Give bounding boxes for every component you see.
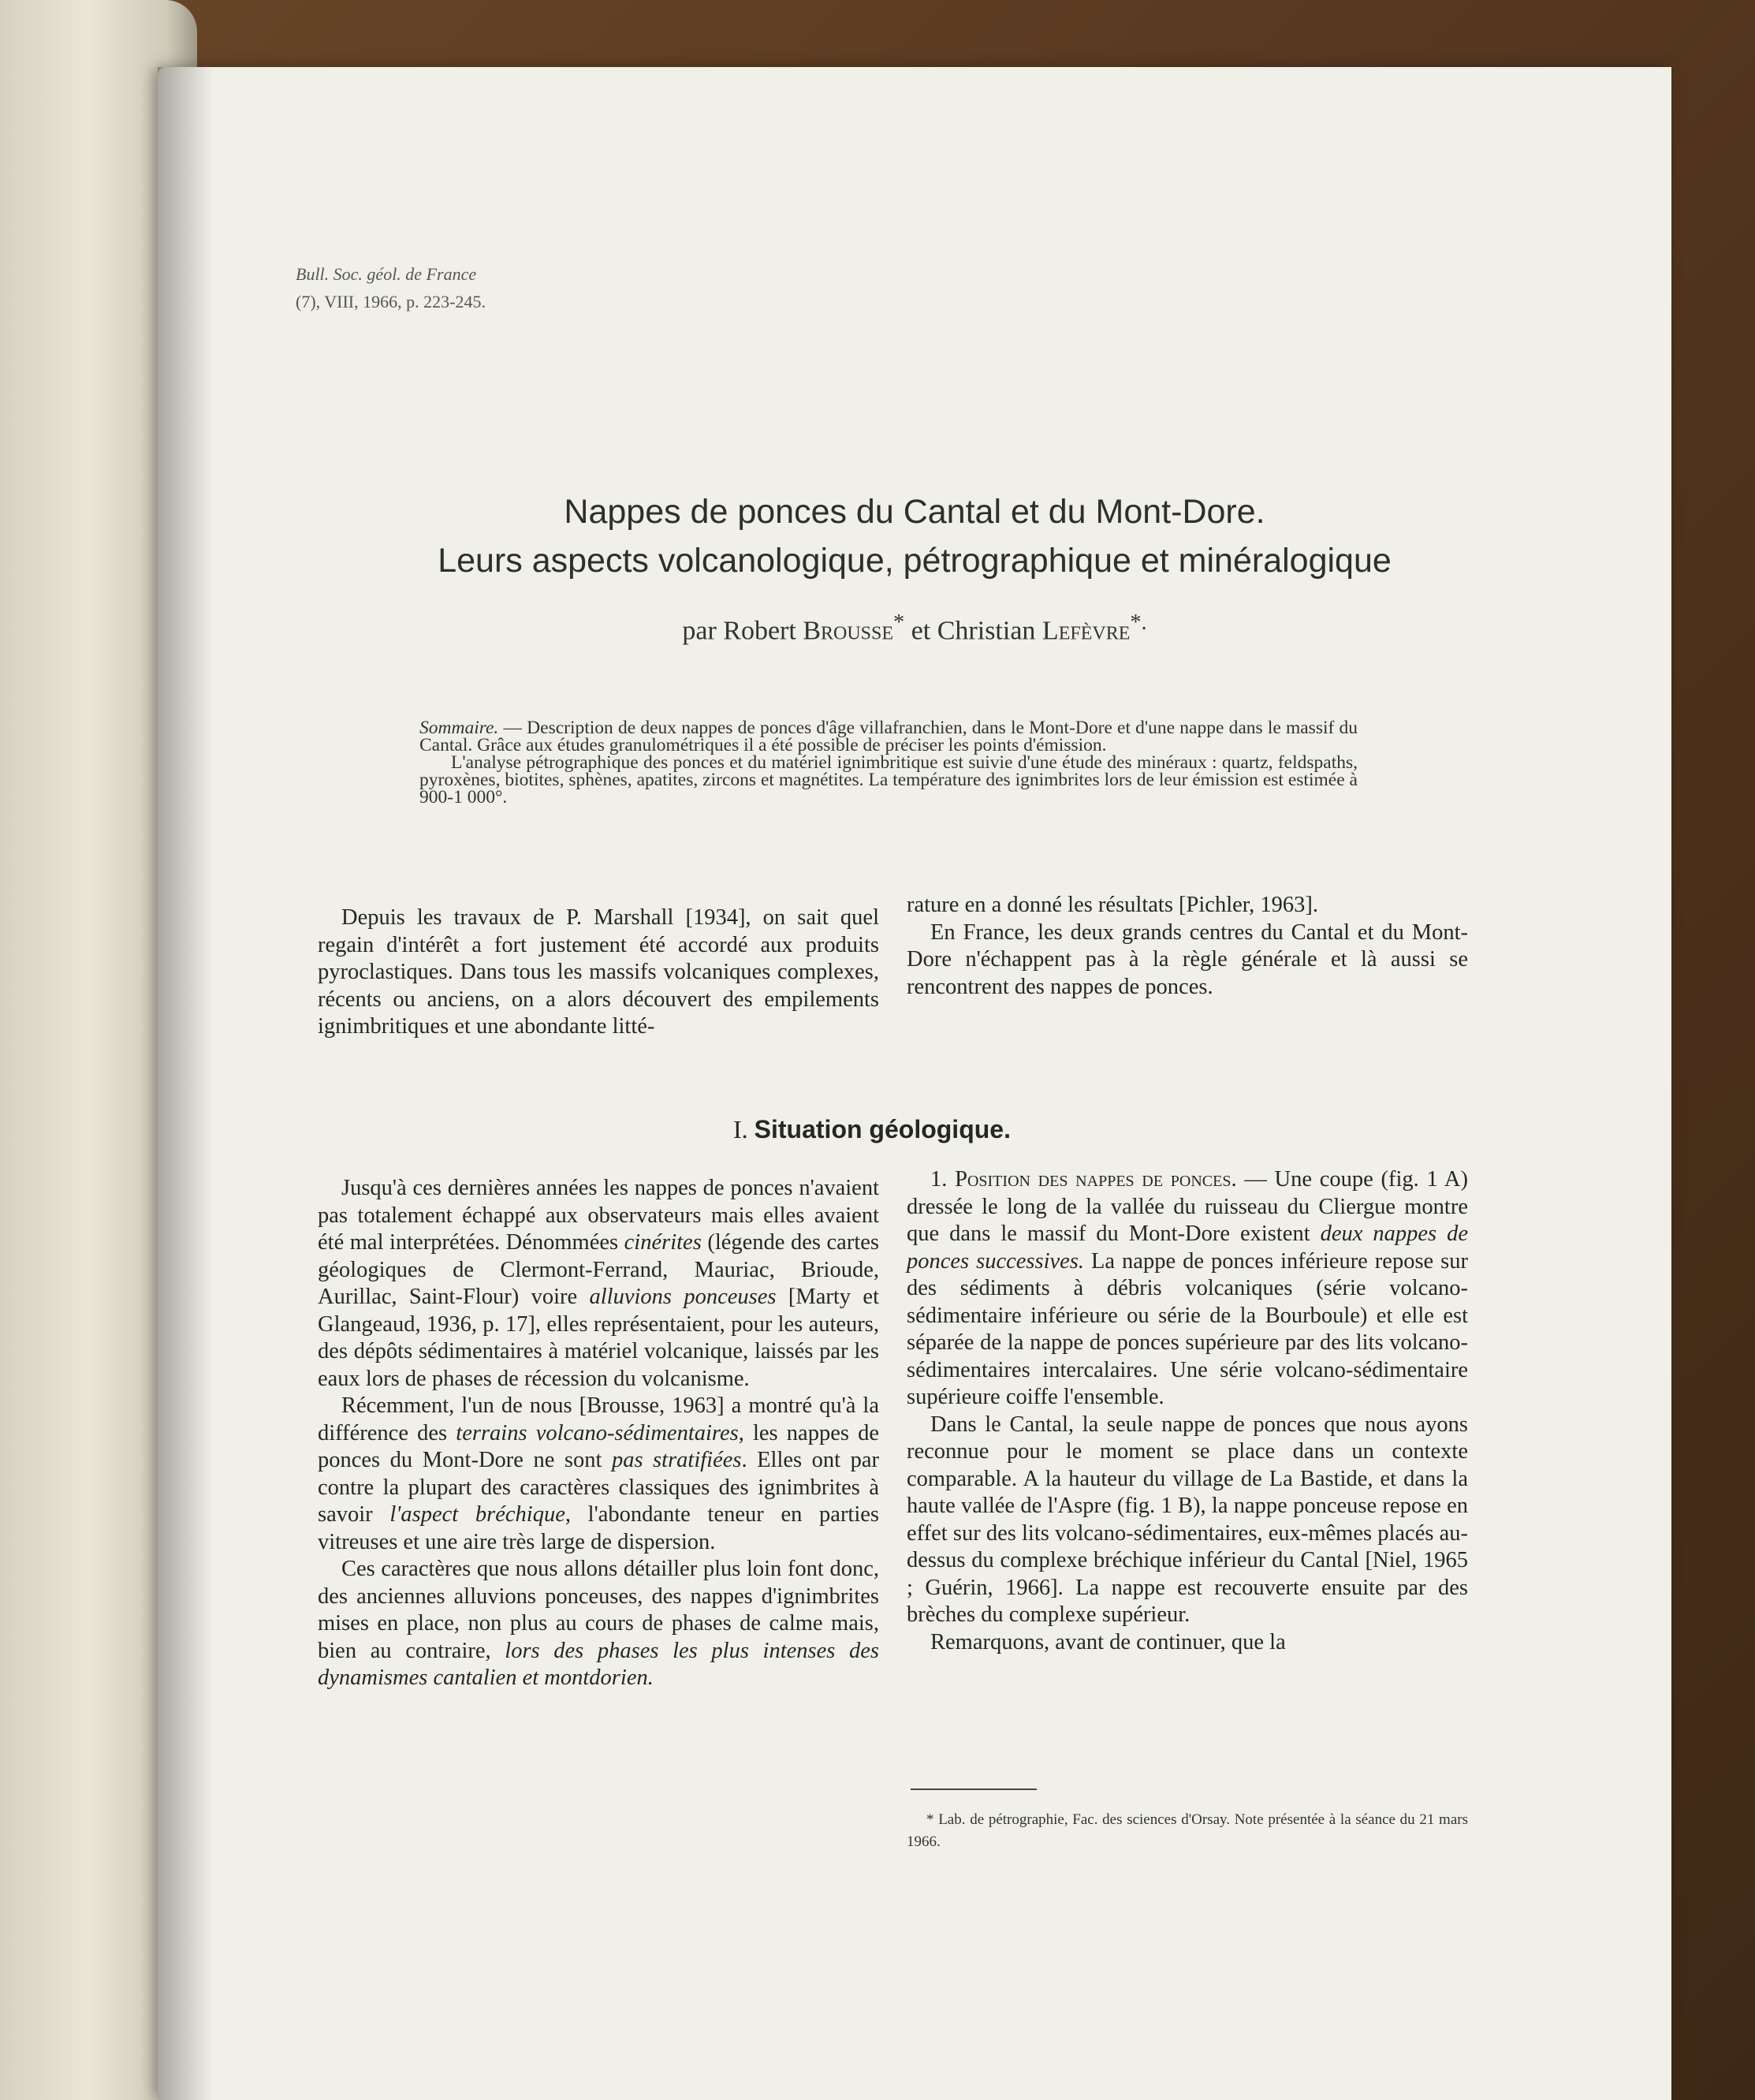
italic-run: alluvions ponceuses [589,1285,777,1309]
citation-journal: Bull. Soc. géol. de France [296,264,477,284]
section-heading [733,1112,1011,1147]
italic-run: pas stratifiées [611,1448,742,1472]
intro-paragraph-right-1: rature en a donné les résultats [Pichler, 1963]. [907,893,1318,917]
left-paragraph-3 [318,1556,879,1692]
subsection-number: 1. [930,1167,948,1192]
author-2-mark: *. [1130,610,1147,635]
text-run: , les nappes de ponces du Mont-Dore ne sont [318,1420,880,1472]
text-run: , l'abondante teneur en parties vitreuses et une aire très large de dispersion. [318,1502,880,1554]
abstract-text-1: — Description de deux nappes de ponces d'âge villafranchien, dans le Mont-Dore et d'une nappe dans le massif du Cantal. Grâce aux études granulométriques il a été possible de préciser les points d'émission. [419,718,1358,755]
left-paragraph-2 [318,1393,879,1556]
title-line-1: Nappes de ponces du Cantal et du Mont-Dore. [564,493,1265,531]
authors-par: par Robert [682,616,796,646]
journal-citation [296,260,486,315]
text-run: Récemment, l'un de nous [Brousse, 1963] a montré qu'à la différence des [318,1393,879,1445]
authors-line [260,605,1569,649]
abstract-paragraph-2: L'analyse pétrographique des ponces et du matériel ignimbritique est suivie d'une étude des minéraux : quartz, feldspaths, pyroxènes, biotites, sphènes, apatites, zircons et magnétites. La température des ignimbrites lors de leur émission est estimée à 900-1 000°. [419,752,1358,808]
italic-run: deux nappes de ponces successives. [907,1222,1468,1274]
text-run: Ces caractères que nous allons détailler plus loin font donc, des anciennes alluvions ponceuses, des nappes d'ignimbrites mises en place, non plus au cours de phases de calme mais, bien au contraire, [318,1557,879,1663]
left-paragraph-1 [318,1175,879,1393]
text-run: . Elles ont par contre la plupart des caractères classiques des ignimbrites à savoir [318,1448,879,1527]
title-line-2: Leurs aspects volcanologique, pétrographique et minéralogique [438,542,1392,580]
subsection-heading: Position des nappes de ponces. [955,1167,1237,1192]
intro-right-column [907,892,1468,1001]
article-title [260,487,1569,585]
text-run: [Marty et Glangeaud, 1936, p. 17], elles représentaient, pour les auteurs, des dépôts sédimentaires à matériel volcanique, laissés par les eaux lors de phases de récession du volcanisme. [318,1285,879,1391]
author-1-name: Brousse [803,616,894,646]
abstract-paragraph-1 [419,719,1358,754]
italic-run: l'aspect bréchique [389,1502,565,1527]
text-run: La nappe de ponces inférieure repose sur des sédiments à débris volcaniques (série volcano-sédimentaire inférieure ou série de la Bourboule) et elle est séparée de la nappe de ponces supérieure par des lits volcano-sédimentaires intercalaires. Une série volcano-sédimentaire supérieure coiffe l'ensemble. [907,1248,1468,1409]
text-run: Jusqu'à ces dernières années les nappes de ponces n'avaient pas totalement échappé aux observateurs mais elles avaient été mal interprétées. Dénommées [318,1176,879,1255]
italic-run: terrains volcano-sédimentaires [456,1420,739,1445]
italic-run: cinérites [624,1230,702,1255]
footnote: * Lab. de pétrographie, Fac. des sciences d'Orsay. Note présentée à la séance du 21 mars 1966. [907,1811,1468,1850]
text-run: — Une coupe (fig. 1 A) dressée le long de la vallée du ruisseau du Cliergue montre que dans le massif du Mont-Dore existent [907,1167,1469,1246]
intro-paragraph-right-2: En France, les deux grands centres du Cantal et du Mont-Dore n'échappent pas à la règle générale et là aussi se rencontrent des nappes de ponces. [907,919,1468,999]
abstract-label: Sommaire. [419,718,499,738]
author-1-mark: * [893,610,905,635]
right-paragraph-3: Remarquons, avant de continuer, que la [930,1629,1286,1654]
italic-run: lors des phases les plus intenses des dynamismes cantalien et montdorien. [318,1638,880,1690]
page-gutter-shadow [158,67,213,2100]
abstract [419,719,1358,806]
right-paragraph-1 [907,1166,1468,1412]
text-run: (légende des cartes géologiques de Clermont-Ferrand, Mauriac, Brioude, Aurillac, Saint-Flour) voire [318,1230,879,1309]
footnote-rule [911,1789,1037,1790]
author-2-name: Lefèvre [1041,616,1131,646]
section-title: Situation géologique. [754,1115,1011,1143]
body-right-column [907,1166,1468,1656]
section-number: I. [733,1115,748,1143]
intro-paragraph-left: Depuis les travaux de P. Marshall [1934], on sait quel regain d'intérêt a fort justement été accordé aux produits pyroclastiques. Dans tous les massifs volcaniques complexes, récents ou anciens, on a alors découvert des empilements ignimbritiques et une abondante litté- [318,905,879,1039]
authors-et: et Christian [911,616,1036,646]
citation-volume-pages: (7), VIII, 1966, p. 223-245. [296,292,486,311]
body-left-column [318,1175,879,1692]
intro-left-column [318,905,879,1041]
right-paragraph-2: Dans le Cantal, la seule nappe de ponces que nous ayons reconnue pour le moment se place dans un contexte comparable. A la hauteur du village de La Bastide, et dans la haute vallée de l'Aspre (fig. 1 B), la nappe ponceuse repose en effet sur des lits volcano-sédimentaires, eux-mêmes placés au-dessus du complexe bréchique inférieur du Cantal [Niel, 1965 ; Guérin, 1966]. La nappe est recouverte ensuite par des brèches du complexe supérieur. [907,1412,1468,1627]
document-page [158,67,1671,2100]
